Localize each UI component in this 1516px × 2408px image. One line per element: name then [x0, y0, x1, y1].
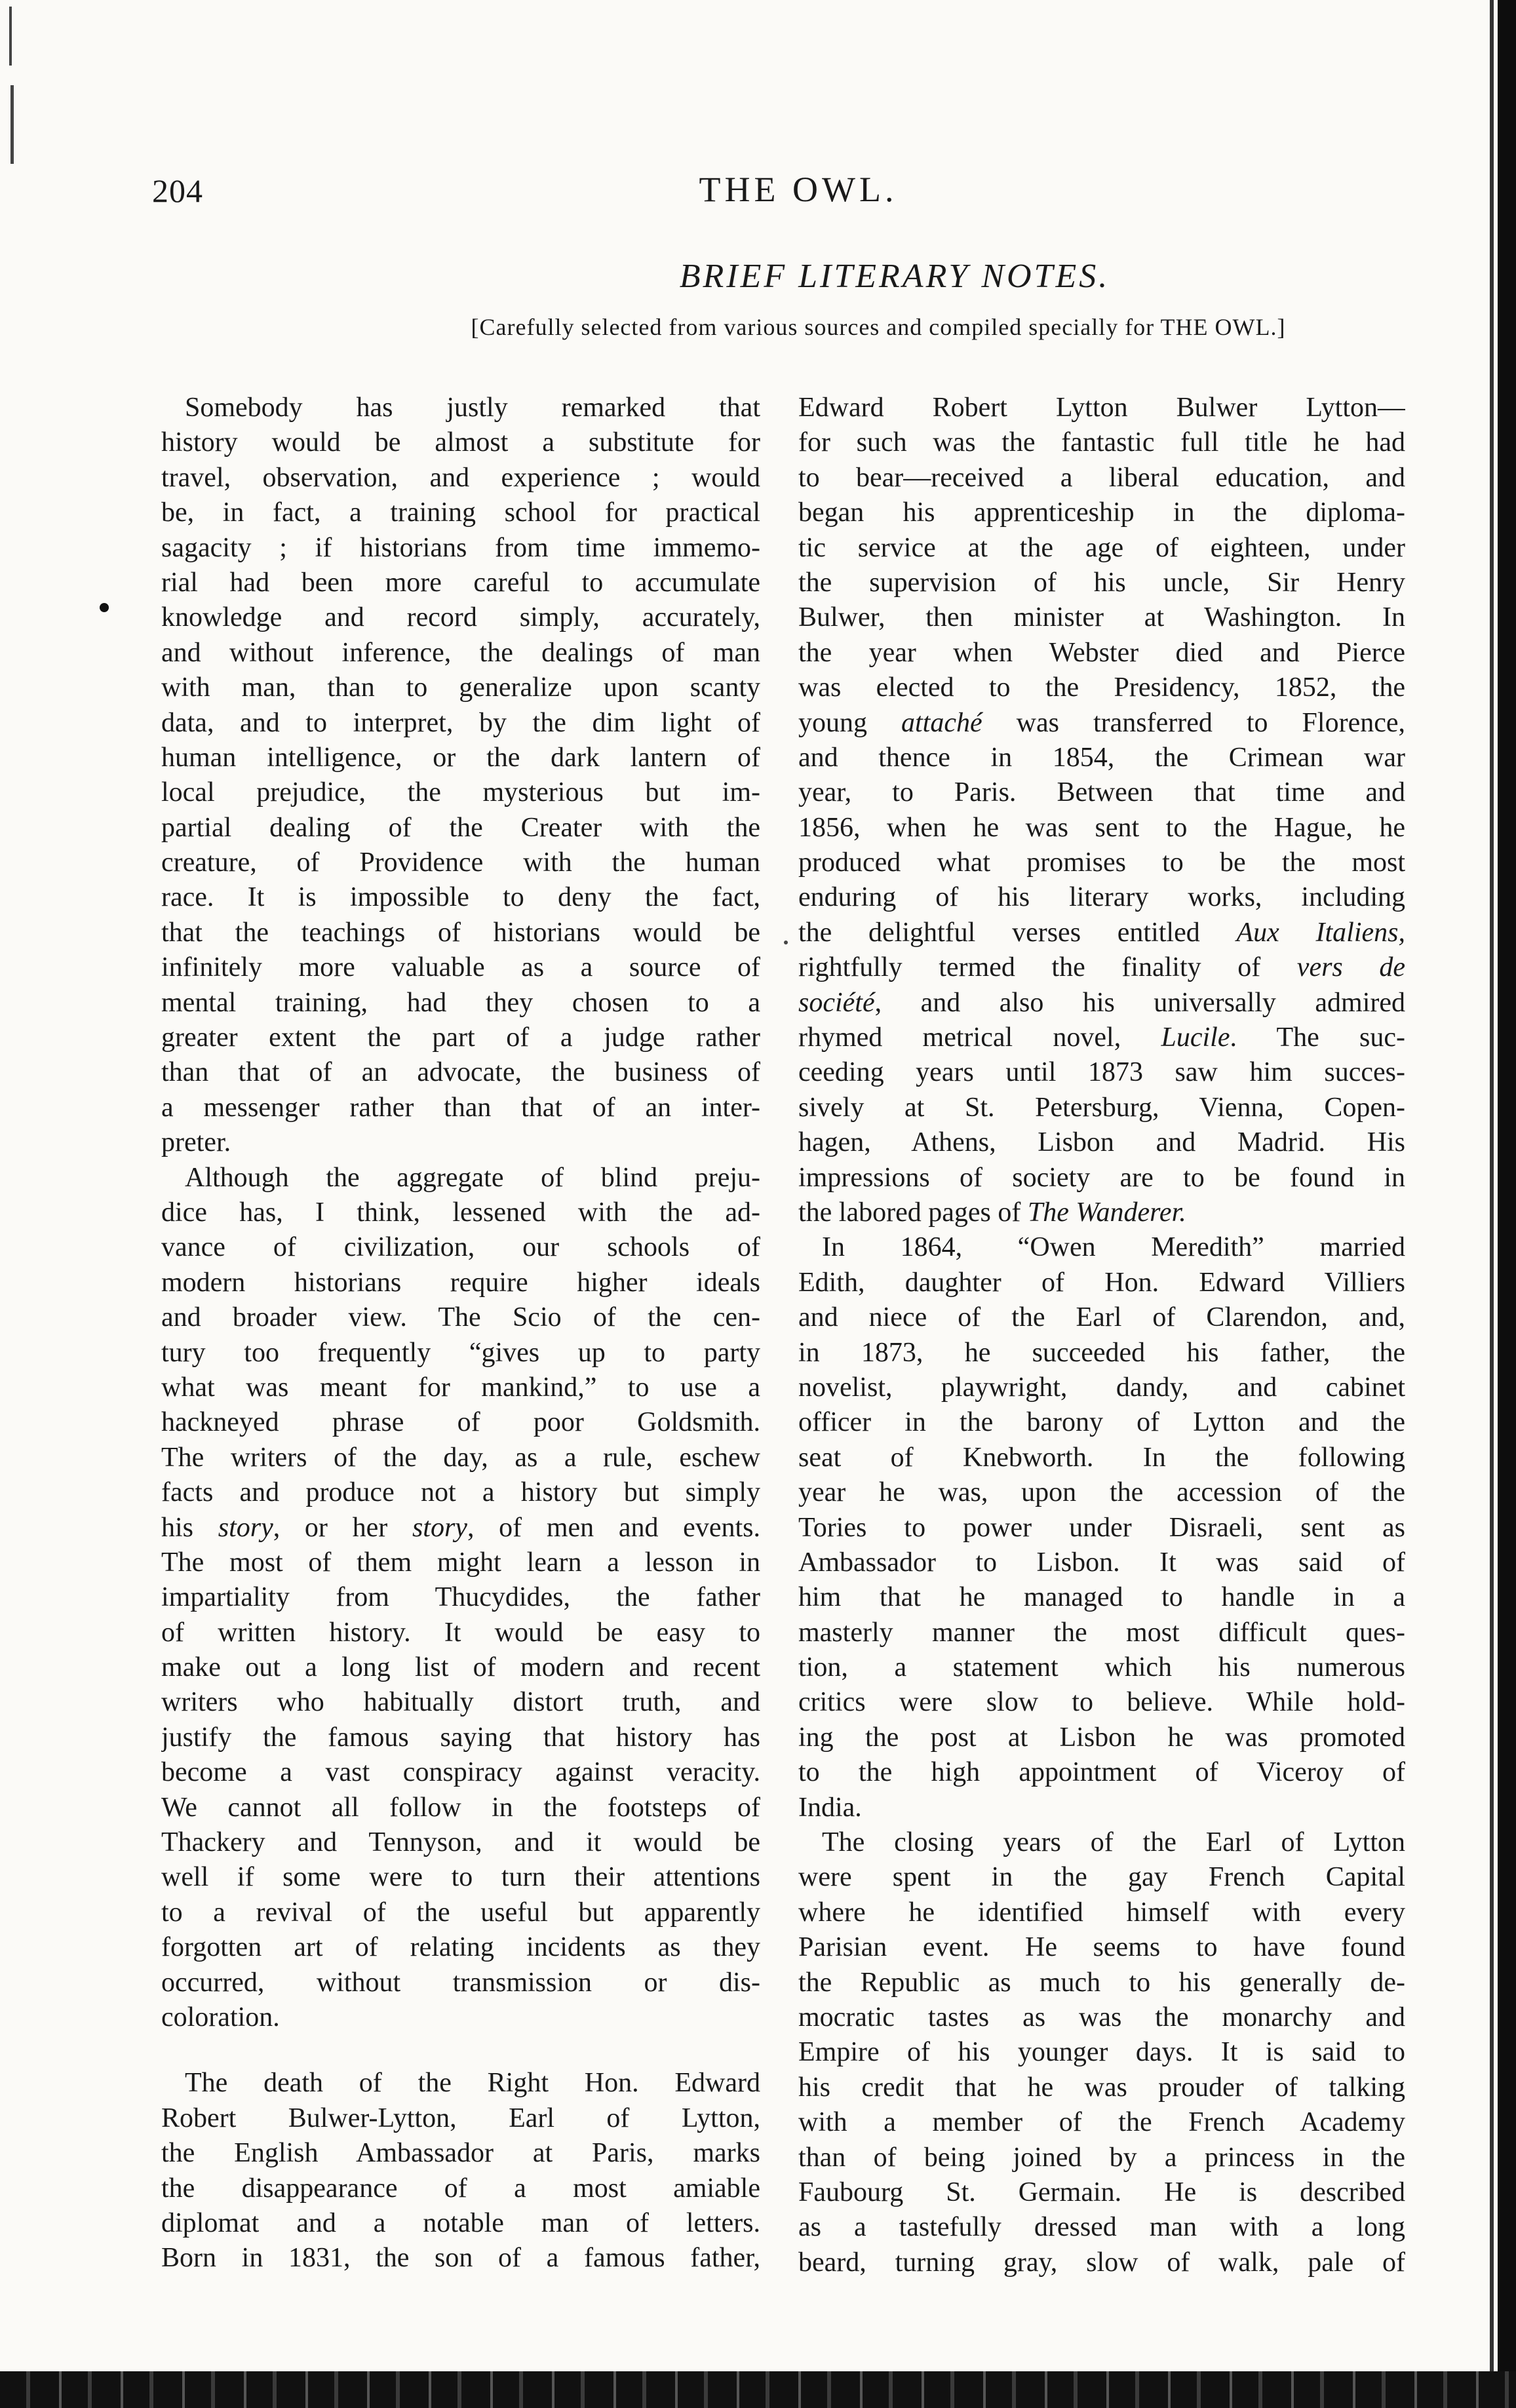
left-text-column	[161, 391, 760, 2276]
text-run: young	[798, 707, 902, 738]
text-line: masterly manner the most difficult ques-	[798, 1617, 1405, 1648]
article-title: BRIEF LITERARY NOTES.	[679, 258, 1110, 295]
text-line: partial dealing of the Creater with the	[161, 812, 760, 843]
text-line: enduring of his literary works, including	[798, 882, 1405, 913]
text-line: began his apprenticeship in the diploma-	[798, 497, 1405, 528]
text-line: to bear—received a liberal education, and	[798, 462, 1405, 493]
italic-text: attaché	[901, 707, 982, 738]
text-line: mental training, had they chosen to a	[161, 987, 760, 1018]
text-line: Tories to power under Disraeli, sent as	[798, 1512, 1405, 1543]
text-run: the delightful verses entitled	[798, 917, 1237, 948]
text-line: Born in 1831, the son of a famous father,	[161, 2243, 760, 2274]
text-line: to the high appointment of Viceroy of	[798, 1757, 1405, 1788]
text-line: Parisian event. He seems to have found	[798, 1932, 1405, 1963]
running-head: THE OWL.	[699, 170, 898, 209]
text-line: The writers of the day, as a rule, eschew	[161, 1442, 760, 1473]
text-line	[798, 950, 1405, 985]
text-line: than that of an advocate, the business of	[161, 1057, 760, 1088]
text-line: and thence in 1854, the Crimean war	[798, 742, 1405, 773]
text-line: well if some were to turn their attentions	[161, 1862, 760, 1893]
paragraph	[798, 391, 1405, 1230]
text-line: ing the post at Lisbon he was promoted	[798, 1722, 1405, 1753]
text-line: creature, of Providence with the human	[161, 847, 760, 878]
text-line: with a member of the French Academy	[798, 2107, 1405, 2138]
italic-text: story	[218, 1512, 273, 1543]
text-line: preter.	[161, 1127, 231, 1158]
italic-text: vers de	[1296, 952, 1405, 983]
text-line	[798, 1020, 1405, 1055]
text-line: than of being joined by a princess in the	[798, 2142, 1405, 2173]
text-line: forgotten art of relating incidents as they	[161, 1932, 760, 1963]
text-line: Empire of his younger days. It is said to	[798, 2037, 1405, 2068]
italic-text: société	[798, 987, 875, 1018]
text-line: to a revival of the useful but apparently	[161, 1897, 760, 1928]
text-line: Edward Robert Lytton Bulwer Lytton—	[798, 393, 1405, 423]
text-line: with man, than to generalize upon scanty	[161, 672, 760, 703]
text-line: The death of the Right Hon. Edward	[185, 2068, 760, 2099]
text-run: the labored pages of	[798, 1197, 1028, 1228]
text-run: , of men and events.	[467, 1512, 760, 1543]
text-line: data, and to interpret, by the dim light of	[161, 707, 760, 738]
text-line: Robert Bulwer-Lytton, Earl of Lytton,	[161, 2103, 760, 2133]
text-line: year, to Paris. Between that time and	[798, 777, 1405, 808]
text-line: the English Ambassador at Paris, marks	[161, 2138, 760, 2169]
text-line: The most of them might learn a lesson in	[161, 1547, 760, 1578]
text-line: for such was the fantastic full title he had	[798, 427, 1405, 458]
article-subtitle: [Carefully selected from various sources and compiled specially for THE OWL.]	[471, 314, 1286, 340]
text-line: a messenger rather than that of an inter-	[161, 1092, 760, 1123]
text-run: . The suc-	[1230, 1022, 1405, 1053]
text-line: become a vast conspiracy against veracity.	[161, 1757, 760, 1788]
text-line: him that he managed to handle in a	[798, 1582, 1405, 1613]
text-line: year he was, upon the accession of the	[798, 1477, 1405, 1508]
scan-speck	[100, 603, 109, 612]
text-line: be, in fact, a training school for practical	[161, 497, 760, 528]
text-line: writers who habitually distort truth, and	[161, 1687, 760, 1718]
text-line: were spent in the gay French Capital	[798, 1862, 1405, 1893]
text-line: impressions of society are to be found in	[798, 1162, 1405, 1193]
text-line: impartiality from Thucydides, the father	[161, 1582, 760, 1613]
text-line: greater extent the part of a judge rather	[161, 1022, 760, 1053]
scan-speck	[784, 941, 788, 944]
text-line: and broader view. The Scio of the cen-	[161, 1302, 760, 1333]
italic-text: Lucile	[1161, 1022, 1230, 1053]
text-line: as a tastefully dressed man with a long	[798, 2212, 1405, 2243]
text-line	[798, 1195, 1405, 1230]
text-line: travel, observation, and experience ; would	[161, 462, 760, 493]
text-line: hagen, Athens, Lisbon and Madrid. His	[798, 1127, 1405, 1158]
text-line: justify the famous saying that history has	[161, 1722, 760, 1753]
text-run: rightfully termed the finality of	[798, 952, 1297, 983]
text-line: history would be almost a substitute for	[161, 427, 760, 458]
text-line: dice has, I think, lessened with the ad-	[161, 1197, 760, 1228]
text-line: that the teachings of historians would be	[161, 917, 760, 948]
text-line: sagacity ; if historians from time immemo-	[161, 532, 760, 563]
text-run: , or her	[273, 1512, 412, 1543]
text-line: human intelligence, or the dark lantern of	[161, 742, 760, 773]
text-line: critics were slow to believe. While hold-	[798, 1687, 1405, 1718]
text-run: , and also his universally admired	[874, 987, 1405, 1018]
scan-edge-shadow	[1490, 0, 1494, 2408]
text-line: seat of Knebworth. In the following	[798, 1442, 1405, 1473]
text-line: of written history. It would be easy to	[161, 1617, 760, 1648]
text-line: and niece of the Earl of Clarendon, and,	[798, 1302, 1405, 1333]
text-line: modern historians require higher ideals	[161, 1267, 760, 1298]
italic-text: Aux Italiens,	[1236, 917, 1405, 948]
text-line: infinitely more valuable as a source of	[161, 952, 760, 983]
text-line: make out a long list of modern and recent	[161, 1652, 760, 1683]
text-line: rial had been more careful to accumulate	[161, 567, 760, 598]
text-line: diplomat and a notable man of letters.	[161, 2207, 760, 2238]
text-line: We cannot all follow in the footsteps of	[161, 1792, 760, 1823]
paragraph	[161, 1161, 760, 2036]
text-line: local prejudice, the mysterious but im-	[161, 777, 760, 808]
text-line: officer in the barony of Lytton and the	[798, 1407, 1405, 1438]
text-line: coloration.	[161, 2002, 280, 2032]
text-line: 1856, when he was sent to the Hague, he	[798, 812, 1405, 843]
scan-edge-border	[1498, 0, 1516, 2408]
paragraph	[798, 1825, 1405, 2280]
text-line: hackneyed phrase of poor Goldsmith.	[161, 1407, 760, 1438]
text-line: tic service at the age of eighteen, under	[798, 532, 1405, 563]
text-line: produced what promises to be the most	[798, 847, 1405, 878]
right-text-column	[798, 391, 1405, 2280]
italic-text: story	[412, 1512, 467, 1543]
scan-bottom-edge	[0, 2371, 1516, 2408]
text-line: knowledge and record simply, accurately,	[161, 602, 760, 633]
scan-margin-mark	[9, 7, 12, 66]
text-line: In 1864, “Owen Meredith” married	[822, 1232, 1405, 1263]
text-line: Somebody has justly remarked that	[185, 393, 760, 423]
text-line: race. It is impossible to deny the fact,	[161, 882, 760, 913]
text-line: India.	[798, 1792, 862, 1823]
scan-margin-mark	[10, 85, 14, 164]
text-line: Although the aggregate of blind preju-	[185, 1162, 760, 1193]
text-line	[798, 986, 1405, 1020]
text-line: what was meant for mankind,” to use a	[161, 1372, 760, 1403]
text-line	[798, 706, 1405, 741]
text-line: was elected to the Presidency, 1852, the	[798, 672, 1405, 703]
text-run: his	[161, 1512, 218, 1543]
text-run: was transferred to Florence,	[982, 707, 1405, 738]
text-line: the supervision of his uncle, Sir Henry	[798, 567, 1405, 598]
text-line: the Republic as much to his generally de-	[798, 1967, 1405, 1998]
text-line: tion, a statement which his numerous	[798, 1652, 1405, 1683]
text-line: his credit that he was prouder of talking	[798, 2072, 1405, 2103]
text-line: vance of civilization, our schools of	[161, 1232, 760, 1263]
text-line: facts and produce not a history but simply	[161, 1477, 760, 1508]
italic-text: The Wanderer.	[1027, 1197, 1186, 1228]
text-line: where he identified himself with every	[798, 1897, 1405, 1928]
text-line: in 1873, he succeeded his father, the	[798, 1337, 1405, 1368]
paragraph	[161, 391, 760, 1161]
text-line: mocratic tastes as was the monarchy and	[798, 2002, 1405, 2032]
text-line: novelist, playwright, dandy, and cabinet	[798, 1372, 1405, 1403]
paragraph	[161, 2066, 760, 2276]
text-line: Ambassador to Lisbon. It was said of	[798, 1547, 1405, 1578]
text-line: Faubourg St. Germain. He is described	[798, 2177, 1405, 2207]
text-line: The closing years of the Earl of Lytton	[822, 1827, 1405, 1858]
text-line: Bulwer, then minister at Washington. In	[798, 602, 1405, 633]
text-line: the year when Webster died and Pierce	[798, 637, 1405, 668]
text-line	[798, 916, 1405, 950]
text-line: ceeding years until 1873 saw him succes-	[798, 1057, 1405, 1088]
text-line	[161, 1511, 760, 1545]
text-line: sively at St. Petersburg, Vienna, Copen-	[798, 1092, 1405, 1123]
text-line: beard, turning gray, slow of walk, pale of	[798, 2247, 1405, 2278]
text-run: rhymed metrical novel,	[798, 1022, 1161, 1053]
text-line: Thackery and Tennyson, and it would be	[161, 1827, 760, 1858]
text-line: Edith, daughter of Hon. Edward Villiers	[798, 1267, 1405, 1298]
page-number: 204	[152, 172, 203, 209]
text-line: the disappearance of a most amiable	[161, 2173, 760, 2204]
text-line: and without inference, the dealings of man	[161, 637, 760, 668]
paragraph	[798, 1230, 1405, 1825]
text-line: tury too frequently “gives up to party	[161, 1337, 760, 1368]
text-line: occurred, without transmission or dis-	[161, 1967, 760, 1998]
